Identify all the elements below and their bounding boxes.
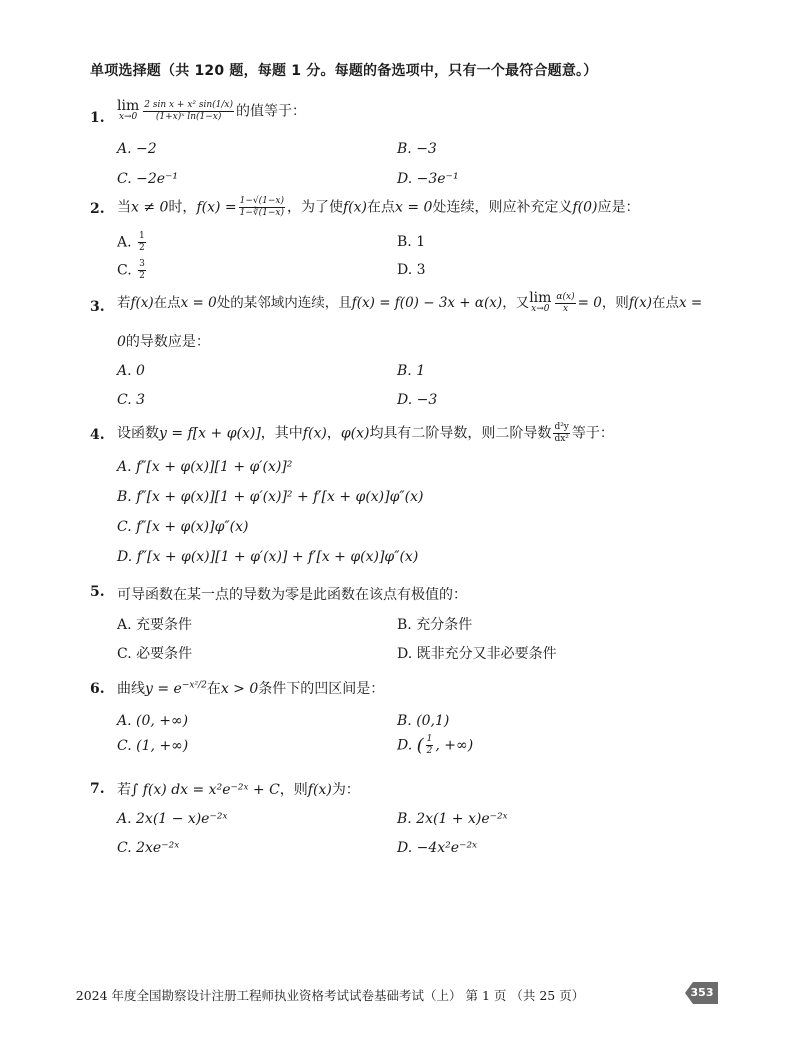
option-a: A. f″[x + φ(x)][1 + φ′(x)]² [117,459,293,475]
option-c: C. (1, +∞) [117,738,189,754]
option-c: C. $\frac{3}{2}$ [117,259,145,281]
fraction: $\frac{\alpha(x)}{x}$ [556,292,575,314]
option-d: D. ( $\frac{1}{2}$ , +∞) [397,734,474,756]
option-a: A. 0 [117,363,145,379]
section-title: 单项选择题（共 120 题，每题 1 分。每题的备选项中，只有一个最符合题意。） [90,63,598,79]
page-footer: 2024 年度全国勘察设计注册工程师执业资格考试试卷基础考试（上） 第 1 页 （共 25 页） [75,988,585,1003]
question-number: 7. [90,781,105,797]
fraction: $\frac{\text{d²y}}{\text{dx²}}$ [554,422,569,444]
question-number: 2. [90,201,105,217]
question-stem: 当x ≠ 0时，f(x) = $\frac{1-√(1-x)}{1-∛(1-x)}$ ，为了使f(x)在点x = 0处连续，则应补充定义f(0)应是： [117,196,640,218]
option-b: B. f″[x + φ(x)][1 + φ′(x)]² + f′[x + φ(x)]φ″(x) [117,489,424,505]
fraction: $\frac{\text{2 sin x + x² sin(1/x)}}{\text{(1+x)ˣ ln(1−x)}}$ [144,100,234,122]
option-a: A. −2 [117,141,157,157]
page-number: 353 [690,986,714,999]
option-b: B. 1 [397,363,426,379]
option-c: C. 2xe⁻²ˣ [117,840,180,856]
option-c: C. f″[x + φ(x)]φ″(x) [117,519,249,535]
question-stem-line-1: 若f(x)在点x = 0处的某邻域内连续，且f(x) = f(0) − 3x + α(x)，又 lim x→0 $\frac{\alpha(x)}{x}$ = 0，则f(x)在点x = [117,289,703,314]
option-d: D. f″[x + φ(x)][1 + φ′(x)] + f′[x + φ(x)]φ″(x) [117,549,419,565]
question-number: 5. [90,584,105,600]
question-stem: 曲线$y = e^{-x^2/2}$在x > 0条件下的凹区间是： [117,680,385,697]
option-d: D. 既非充分又非必要条件 [397,646,557,662]
option-a: A. 充要条件 [117,617,193,633]
option-b: B. 2x(1 + x)e⁻²ˣ [397,811,508,827]
option-b: B. −3 [397,141,437,157]
question-stem: lim x→0 $\frac{\text{2 sin x + x² sin(1/x)}}{\text{(1+x)ˣ ln(1−x)}}$ 的值等于： [117,97,307,122]
option-a: A. $\frac{1}{2}$ [117,231,145,253]
option-d: D. −4x²e⁻²ˣ [397,840,478,856]
limit-operator: lim x→0 [117,97,140,122]
option-c: C. 3 [117,392,146,408]
fraction: $\frac{1-√(1-x)}{1-∛(1-x)}$ [239,196,284,218]
question-stem: 若∫ f(x) dx = x²e⁻²ˣ + C，则f(x)为： [117,782,360,798]
option-c: C. 必要条件 [117,646,193,662]
option-b: B. (0,1) [397,713,450,729]
question-stem: 设函数y = f[x + φ(x)]，其中f(x)，φ(x)均具有二阶导数，则二阶导数 $\frac{\text{d²y}}{\text{dx²}}$ 等于： [117,422,614,444]
option-c: C. −2e⁻¹ [117,171,179,187]
question-stem: 可导函数在某一点的导数为零是此函数在该点有极值的： [117,587,467,603]
option-d: D. −3 [397,392,438,408]
question-number: 3. [90,299,105,315]
option-a: A. (0, +∞) [117,713,189,729]
fraction: $\frac{1}{2}$ [426,734,433,756]
question-number: 4. [90,427,105,443]
limit-operator: lim x→0 [529,289,552,314]
fraction: $\frac{3}{2}$ [139,259,145,281]
question-number: 1. [90,110,105,126]
option-d: D. 3 [397,262,426,278]
page-number-badge [685,981,719,1005]
fraction: $\frac{1}{2}$ [139,231,145,253]
question-stem-line-2: 0的导数应是： [117,334,210,350]
option-d: D. −3e⁻¹ [397,171,459,187]
option-b: B. 1 [397,234,426,250]
question-number: 6. [90,681,105,697]
option-b: B. 充分条件 [397,617,473,633]
option-a: A. 2x(1 − x)e⁻²ˣ [117,811,228,827]
